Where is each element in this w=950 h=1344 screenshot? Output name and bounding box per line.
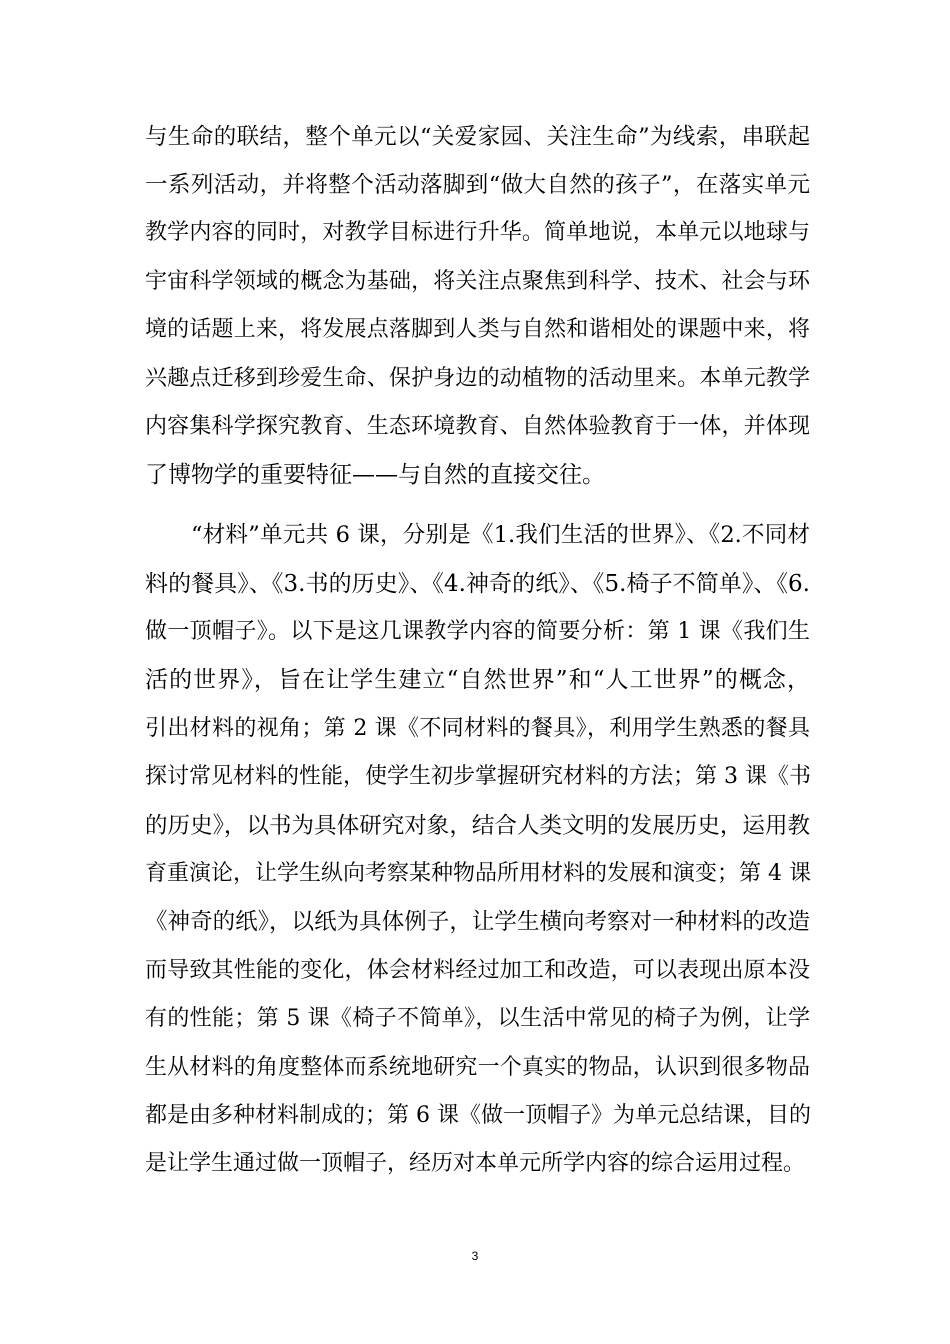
paragraph-2-line-8: 育重演论，让学生纵向考察某种物品所用材料的发展和演变；第 4 课 [145, 861, 811, 886]
paragraph-1-line-5: 境的话题上来，将发展点落脚到人类与自然和谐相处的课题中来，将 [145, 317, 810, 342]
page-number: 3 [471, 1249, 479, 1263]
paragraph-1-line-1: 与生命的联结，整个单元以“关爱家园、关注生命”为线索，串联起 [145, 124, 810, 150]
paragraph-2-line-4: 活的世界》，旨在让学生建立“自然世界”和“人工世界”的概念， [145, 667, 810, 693]
paragraph-2-line-1: “材料”单元共 6 课，分别是《1.我们生活的世界》、《2.不同材 [191, 522, 810, 548]
paragraph-2-line-6: 探讨常见材料的性能，使学生初步掌握研究材料的方法；第 3 课《书 [145, 764, 811, 789]
paragraph-2-line-14: 是让学生通过做一顶帽子，经历对本单元所学内容的综合运用过程。 [145, 1151, 806, 1176]
paragraph-1-line-4: 宇宙科学领域的概念为基础，将关注点聚焦到科学、技术、社会与环 [145, 269, 810, 294]
paragraph-2-line-5: 引出材料的视角；第 2 课《不同材料的餐具》，利用学生熟悉的餐具 [145, 716, 810, 741]
paragraph-2-line-12: 生从材料的角度整体而系统地研究一个真实的物品，认识到很多物品 [145, 1055, 810, 1080]
paragraph-1-line-3: 教学内容的同时，对教学目标进行升华。简单地说，本单元以地球与 [145, 220, 810, 245]
paragraph-2-line-2: 料的餐具》、《3.书的历史》、《4.神奇的纸》、《5.椅子不简单》、《6. [145, 571, 810, 597]
paragraph-2-line-10: 而导致其性能的变化，体会材料经过加工和改造，可以表现出原本没 [145, 958, 810, 983]
paragraph-1-line-8: 了博物学的重要特征——与自然的直接交往。 [145, 462, 605, 488]
paragraph-1-line-2: 一系列活动，并将整个活动落脚到“做大自然的孩子”，在落实单元 [145, 172, 810, 198]
paragraph-2-line-3: 做一顶帽子》。以下是这几课教学内容的简要分析：第 1 课《我们生 [145, 619, 810, 644]
paragraph-1-line-7: 内容集科学探究教育、生态环境教育、自然体验教育于一体，并体现 [145, 414, 810, 439]
paragraph-2-line-9: 《神奇的纸》，以纸为具体例子，让学生横向考察对一种材料的改造 [145, 909, 810, 935]
paragraph-1-line-6: 兴趣点迁移到珍爱生命、保护身边的动植物的活动里来。本单元教学 [145, 366, 810, 391]
paragraph-2-line-11: 有的性能；第 5 课《椅子不简单》，以生活中常见的椅子为例，让学 [145, 1006, 810, 1031]
paragraph-2-line-7: 的历史》，以书为具体研究对象，结合人类文明的发展历史，运用教 [145, 813, 810, 839]
paragraph-2-line-13: 都是由多种材料制成的；第 6 课《做一顶帽子》为单元总结课，目的 [145, 1103, 811, 1128]
